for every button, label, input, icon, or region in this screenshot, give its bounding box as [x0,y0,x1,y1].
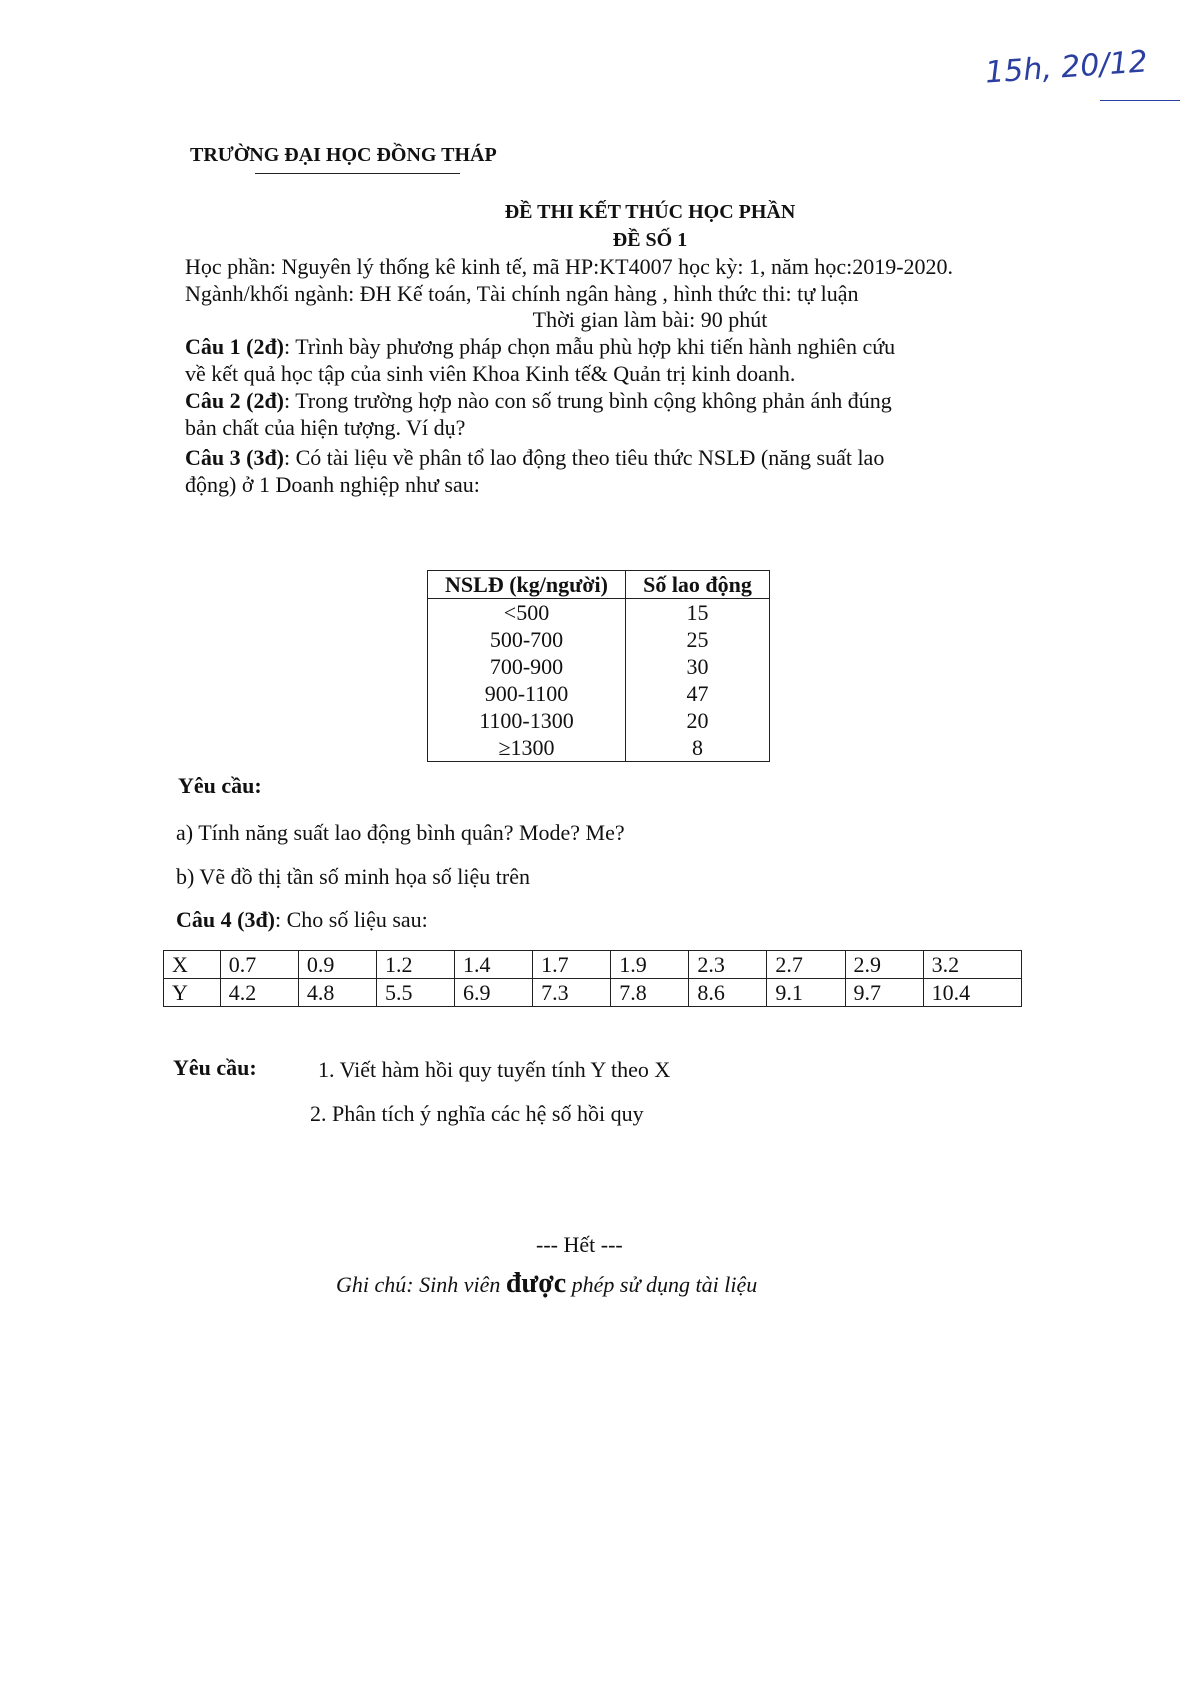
cell: 2.3 [689,951,767,979]
cell: : Cho số liệu sau: [275,907,428,932]
school-underline [255,173,460,174]
cell: 30 [626,653,770,680]
table-row [428,599,770,627]
course-info: Học phần: Nguyên lý thống kê kinh tế, mã HP:KT4007 học kỳ: 1, năm học:2019-2020. [185,254,954,279]
cell: 6.9 [455,979,533,1007]
cell: 8 [626,734,770,762]
cell: 1.7 [533,951,611,979]
cell: 900-1100 [428,680,626,707]
question-4 [176,907,428,933]
cell: 20 [626,707,770,734]
cell: Ghi chú: Sinh viên [336,1272,506,1297]
cell: : Có tài liệu về phân tổ lao động theo tiêu thức NSLĐ (năng suất lao [284,445,885,470]
cell: phép sử dụng tài liệu [566,1272,758,1297]
cell: 0.9 [298,951,376,979]
cell: 8.6 [689,979,767,1007]
cell: X [164,951,221,979]
cell: NSLĐ (kg/người) [428,571,626,599]
q4-req-2: 2. Phân tích ý nghĩa các hệ số hồi quy [310,1101,644,1126]
table-row-y [164,979,1022,1007]
table-row [428,734,770,762]
school-name: TRƯỜNG ĐẠI HỌC ĐỒNG THÁP [190,144,497,166]
major-info: Ngành/khối ngành: ĐH Kế toán, Tài chính ngân hàng , hình thức thi: tự luận [185,281,859,306]
cell: 9.7 [845,979,923,1007]
cell: 500-700 [428,626,626,653]
cell: <500 [428,599,626,627]
regression-table [163,950,1022,1007]
cell: được [505,1268,567,1299]
cell: 4.2 [220,979,298,1007]
cell: 10.4 [923,979,1021,1007]
cell: Số lao động [626,571,770,599]
question-1-cont: về kết quả học tập của sinh viên Khoa Kinh tế& Quản trị kinh doanh. [185,361,796,386]
cell: 0.7 [220,951,298,979]
q3-req-b: b) Vẽ đồ thị tần số minh họa số liệu trên [176,864,530,889]
exam-title: ĐỀ THI KẾT THÚC HỌC PHẦN [504,201,796,223]
cell: 1100-1300 [428,707,626,734]
cell: 1.9 [611,951,689,979]
footnote [336,1268,757,1300]
question-1 [185,334,895,360]
cell: 47 [626,680,770,707]
end-marker: --- Hết --- [536,1232,623,1257]
table-row [428,626,770,653]
exam-subtitle: ĐỀ SỐ 1 [612,229,688,251]
cell: 2.7 [767,951,845,979]
table-row [428,653,770,680]
cell: 700-900 [428,653,626,680]
cell: ≥1300 [428,734,626,762]
cell: 15 [626,599,770,627]
cell: 1.4 [455,951,533,979]
cell: Y [164,979,221,1007]
question-2-cont: bản chất của hiện tượng. Ví dụ? [185,415,466,440]
q3-req-a: a) Tính năng suất lao động bình quân? Mode? Me? [176,820,625,845]
question-3 [185,445,884,471]
cell: 9.1 [767,979,845,1007]
cell: Câu 2 (2đ) [185,388,285,413]
question-2 [185,388,892,414]
duration: Thời gian làm bài: 90 phút [532,307,768,332]
handwritten-line [1100,100,1180,101]
labor-table [427,570,770,762]
table-row-x [164,951,1022,979]
cell: 5.5 [376,979,454,1007]
handwritten-note: 15h, 20/12 [983,44,1149,91]
cell: 7.8 [611,979,689,1007]
cell: 3.2 [923,951,1021,979]
cell: : Trong trường hợp nào con số trung bình cộng không phản ánh đúng [284,388,892,413]
q3-requirements-label: Yêu cầu: [178,773,262,798]
cell: Câu 1 (2đ) [185,334,285,359]
cell: 2.9 [845,951,923,979]
cell: Câu 3 (3đ) [185,445,285,470]
question-3-cont: động) ở 1 Doanh nghiệp như sau: [185,472,480,497]
table-row [428,707,770,734]
cell: 1.2 [376,951,454,979]
cell: 25 [626,626,770,653]
q4-req-1: 1. Viết hàm hồi quy tuyến tính Y theo X [318,1057,671,1082]
cell: : Trình bày phương pháp chọn mẫu phù hợp khi tiến hành nghiên cứu [284,334,896,359]
cell: Câu 4 (3đ) [176,907,276,932]
cell: 7.3 [533,979,611,1007]
cell: 4.8 [298,979,376,1007]
table-row [428,680,770,707]
q4-requirements-label: Yêu cầu: [173,1055,257,1080]
